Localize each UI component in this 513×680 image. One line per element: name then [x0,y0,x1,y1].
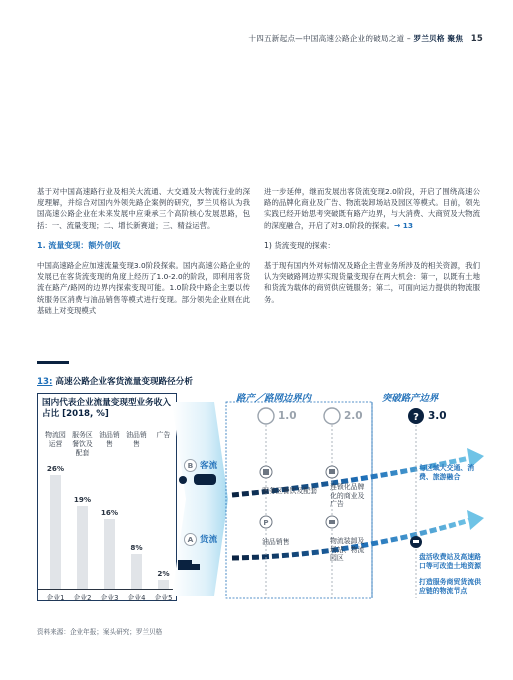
passenger-flow-label: 客流 [200,461,218,471]
truck-icon [178,560,192,570]
category-label: 广告 [156,431,171,439]
bar-2 [77,506,88,589]
revenue-share-chart [37,393,177,601]
category-label: 物流园运营 [45,431,66,448]
figure-number: 13: [37,377,53,387]
version-label: 1.0 [278,410,297,422]
bar-5 [158,580,169,589]
freight-stage3-text-1: 盘活收费站及高速路口等可改造土地资源 [419,553,482,570]
bar-value-label: 19% [73,495,92,505]
header-title: 十四五新起点—中国高速公路企业的破局之道 – [248,34,411,43]
header-brand: 罗兰贝格 聚焦 [413,34,464,43]
bar-value-label: 2% [157,569,170,579]
zone-title-outer: 突破路产边界 [382,393,439,404]
freight-stage1-text: 油品销售 [262,538,290,546]
version-label: 2.0 [344,410,363,422]
figure-title [37,375,193,387]
bar-4 [131,554,142,589]
x-tick-label: 企业5 [154,594,173,602]
right-text-column [264,186,480,314]
freight-arrow-head [467,510,484,530]
passenger-badge: B [184,459,197,472]
body-paragraph: 中国高速路企应加速流量变现3.0阶段探索。国内高速公路企业的发展已在客货流变现的角度上经历了1.0-2.0的阶段，即利用客货流在路产/路网的边界内探索变现可能。1.0阶段中路企主要以传统服务区消费与油品销售等模式进行变现。部分领先企业则在此基础上对变现模式 [37,261,250,315]
bar-1 [50,475,61,589]
bar-value-label: 16% [100,508,119,518]
x-tick-label: 企业3 [100,594,119,602]
figure-rule [37,361,69,364]
pedestrian-icon [179,476,187,484]
monetization-path-diagram [170,388,490,610]
passenger-stage2-text: 连锁化品牌化的商业及广告 [330,483,365,509]
freight-stage2-text: 物流装卸及场站、物流园区 [330,537,365,563]
bar-value-label: 8% [130,543,143,553]
x-tick-label: 企业4 [127,594,146,602]
freight-badge: A [184,533,197,546]
x-tick-label: 企业1 [46,594,65,602]
question-mark-icon: ? [413,412,419,423]
section-heading: 1. 流量变现：额外创收 [37,240,121,250]
body-text: 进一步延伸，继而发展出客货流变现2.0阶段，开启了围绕高速公路的品牌化商业及广告、物流装卸场站及园区等模式。目前，领先实践已经开始思考突破既有路产边界，与大消费、大商贸及大物流的深度融合，开启了对3.0阶段的探索。 [264,187,480,230]
freight-flow-label: 货流 [200,535,218,545]
category-label: 油品销售 [99,431,120,448]
passenger-stage1-text: 服务区餐饮及配套 [262,487,318,495]
figure-link[interactable]: → 13 [394,220,414,230]
figure-title-text: 高速公路企业客货流量变现路径分析 [55,377,193,387]
x-tick-label: 企业2 [73,594,92,602]
passenger-stage3-text: 与区域大交通、消费、旅游融合 [419,464,475,481]
body-paragraph [264,186,480,231]
version-marker-2 [324,408,340,424]
x-axis-line [38,589,178,590]
version-marker-1 [258,408,274,424]
zone-title-inner: 路产／路网边界内 [236,393,312,404]
body-paragraph: 基于现有国内外对标情况及路企主营业务所涉及的相关资源，我们认为突破路网边界实现货量变现存在两大机会：第一，以既有土地和货流为载体的商贸供应链服务；第二，可面向运力提供的物流服务。 [264,261,480,304]
subsection-heading: 1) 货流变现的探索： [264,240,335,250]
bar-3 [104,519,115,589]
left-text-column [37,186,250,325]
running-header [248,33,483,44]
page-number: 15 [470,34,483,44]
category-label: 油品销售 [126,431,147,448]
version-label: 3.0 [428,410,447,422]
freight-stage3-text-2: 打造服务商贸货流供应链的物流节点 [419,578,482,595]
car-icon [194,474,216,485]
figure-source: 资料来源：企业年报；案头研究；罗兰贝格 [37,628,163,636]
body-paragraph: 基于对中国高速路行业及相关大流通、大交通及大物流行业的深度理解，并综合对国内外领先路企案例的研究，罗兰贝格认为我国高速公路企业在未来发展中应秉承三个高阶核心发展思路，包括：一、流量变现；二、增长新赛道；三、精益运营。 [37,187,250,230]
svg-text:P: P [263,519,269,527]
chart-title: 国内代表企业流量变现型业务收入占比 [2018, %] [42,398,171,419]
category-label: 服务区餐饮及配套 [72,431,93,457]
bar-value-label: 26% [46,464,65,474]
